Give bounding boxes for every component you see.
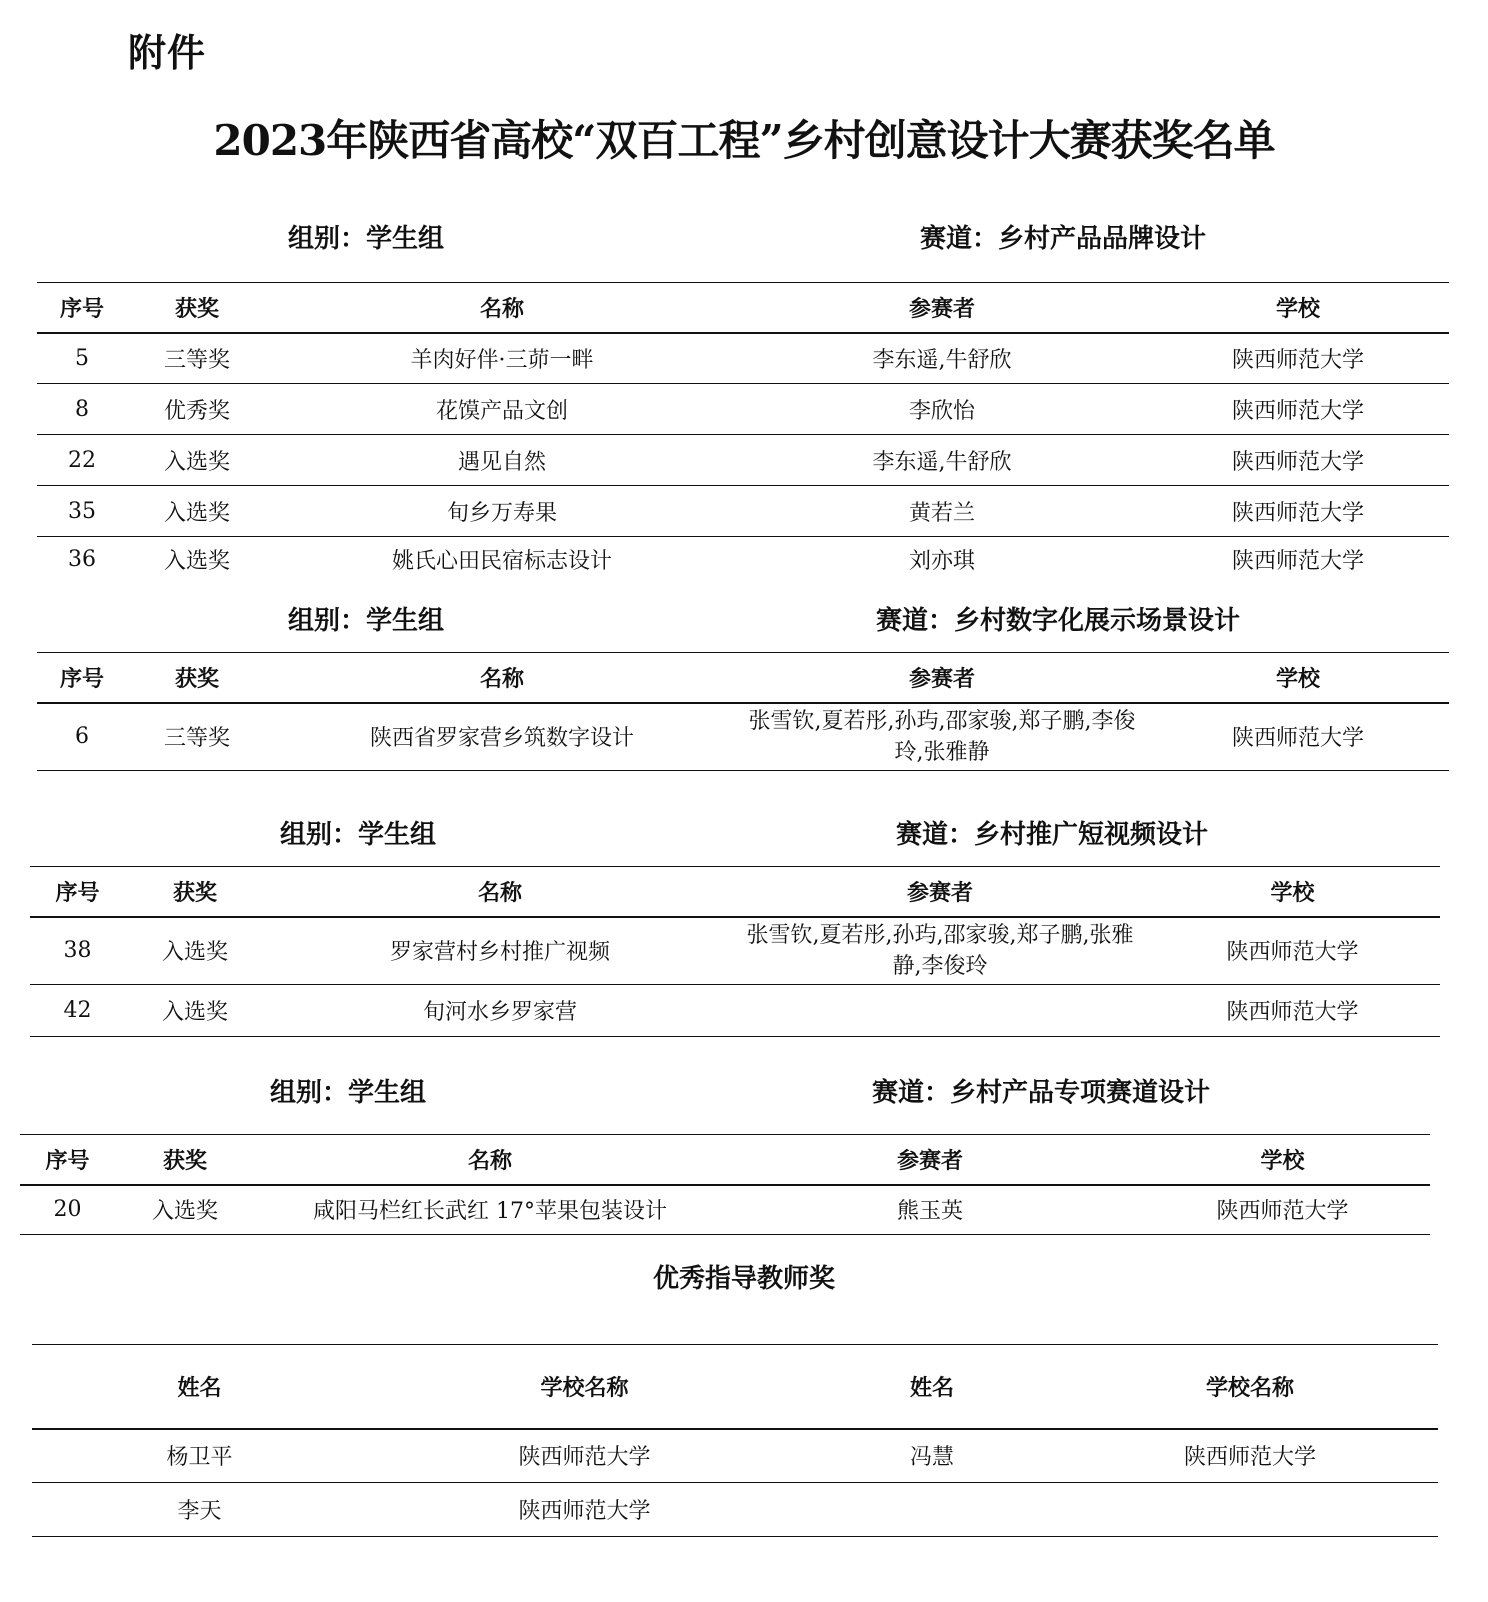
teacher-name bbox=[802, 1483, 1062, 1537]
row-participants: 李东遥,牛舒欣 bbox=[737, 333, 1147, 384]
teacher-name: 杨卫平 bbox=[32, 1429, 367, 1483]
row-index: 8 bbox=[37, 384, 127, 435]
col-header-teacher-name: 姓名 bbox=[32, 1345, 367, 1429]
row-participants: 张雪钦,夏若彤,孙玙,邵家骏,郑子鹏,李俊玲,张雅静 bbox=[737, 703, 1147, 771]
row-participants: 黄若兰 bbox=[737, 486, 1147, 537]
group-label: 组别：学生组 bbox=[288, 224, 445, 254]
row-school: 陕西师范大学 bbox=[1147, 384, 1449, 435]
award-table-special-track bbox=[20, 1134, 1430, 1235]
row-name: 罗家营村乡村推广视频 bbox=[265, 917, 735, 985]
col-header-index: 序号 bbox=[37, 653, 127, 703]
row-index: 20 bbox=[20, 1185, 115, 1235]
section-header bbox=[0, 218, 1488, 258]
table-row bbox=[30, 917, 1440, 985]
row-name: 陕西省罗家营乡筑数字设计 bbox=[267, 703, 737, 771]
col-header-school-name: 学校名称 bbox=[1062, 1345, 1438, 1429]
row-name: 旬乡万寿果 bbox=[267, 486, 737, 537]
group-label: 组别：学生组 bbox=[288, 606, 445, 636]
col-header-index: 序号 bbox=[20, 1135, 115, 1185]
row-name: 旬河水乡罗家营 bbox=[265, 985, 735, 1037]
award-table-brand-design bbox=[37, 282, 1449, 583]
col-header-index: 序号 bbox=[37, 283, 127, 333]
col-header-participants: 参赛者 bbox=[725, 1135, 1135, 1185]
col-header-award: 获奖 bbox=[127, 653, 267, 703]
table-row bbox=[37, 384, 1449, 435]
row-index: 38 bbox=[30, 917, 125, 985]
row-school: 陕西师范大学 bbox=[1147, 703, 1449, 771]
row-index: 36 bbox=[68, 547, 96, 573]
row-award: 入选奖 bbox=[163, 549, 230, 575]
track-label: 赛道：乡村数字化展示场景设计 bbox=[876, 606, 1241, 636]
row-school: 陕西师范大学 bbox=[1145, 985, 1440, 1037]
table-row bbox=[32, 1429, 1438, 1483]
row-index: 5 bbox=[37, 333, 127, 384]
track-label: 赛道：乡村推广短视频设计 bbox=[896, 820, 1209, 850]
table-row bbox=[37, 435, 1449, 486]
row-school: 陕西师范大学 bbox=[1231, 549, 1364, 575]
col-header-school-name: 学校名称 bbox=[367, 1345, 802, 1429]
col-header-name: 名称 bbox=[267, 283, 737, 333]
col-header-participants: 参赛者 bbox=[737, 653, 1147, 703]
row-award: 优秀奖 bbox=[127, 384, 267, 435]
teacher-school bbox=[1062, 1483, 1438, 1537]
row-name: 姚氏心田民宿标志设计 bbox=[391, 549, 612, 575]
row-school: 陕西师范大学 bbox=[1135, 1185, 1430, 1235]
row-award: 入选奖 bbox=[127, 435, 267, 486]
row-name: 咸阳马栏红长武红 17°苹果包装设计 bbox=[255, 1185, 725, 1235]
teachers-table bbox=[32, 1344, 1438, 1537]
row-participants bbox=[735, 985, 1145, 1037]
section-header bbox=[0, 1072, 1488, 1112]
col-header-name: 名称 bbox=[265, 867, 735, 917]
row-participants: 熊玉英 bbox=[725, 1185, 1135, 1235]
row-award: 入选奖 bbox=[127, 486, 267, 537]
row-school: 陕西师范大学 bbox=[1147, 333, 1449, 384]
award-table-digital-scene bbox=[37, 652, 1449, 771]
row-index: 22 bbox=[37, 435, 127, 486]
table-row bbox=[37, 703, 1449, 771]
col-header-teacher-name: 姓名 bbox=[802, 1345, 1062, 1429]
row-award: 入选奖 bbox=[125, 917, 265, 985]
teacher-name: 冯慧 bbox=[802, 1429, 1062, 1483]
col-header-participants: 参赛者 bbox=[735, 867, 1145, 917]
award-table-short-video bbox=[30, 866, 1440, 1037]
col-header-name: 名称 bbox=[255, 1135, 725, 1185]
row-award: 三等奖 bbox=[127, 333, 267, 384]
row-award: 入选奖 bbox=[125, 985, 265, 1037]
teacher-name: 李天 bbox=[32, 1483, 367, 1537]
row-name: 花馍产品文创 bbox=[267, 384, 737, 435]
table-row bbox=[37, 537, 1449, 583]
row-participants: 张雪钦,夏若彤,孙玙,邵家骏,郑子鹏,张雅静,李俊玲 bbox=[735, 917, 1145, 985]
table-row bbox=[30, 985, 1440, 1037]
row-school: 陕西师范大学 bbox=[1147, 435, 1449, 486]
row-participants: 李东遥,牛舒欣 bbox=[737, 435, 1147, 486]
row-school: 陕西师范大学 bbox=[1147, 486, 1449, 537]
col-header-participants: 参赛者 bbox=[737, 283, 1147, 333]
row-award: 入选奖 bbox=[115, 1185, 255, 1235]
teacher-school: 陕西师范大学 bbox=[367, 1483, 802, 1537]
row-school: 陕西师范大学 bbox=[1145, 917, 1440, 985]
col-header-award: 获奖 bbox=[127, 283, 267, 333]
table-row bbox=[32, 1483, 1438, 1537]
row-index: 6 bbox=[37, 703, 127, 771]
table-row bbox=[20, 1185, 1430, 1235]
col-header-school: 学校 bbox=[1145, 867, 1440, 917]
section-header bbox=[0, 814, 1488, 854]
row-award: 三等奖 bbox=[127, 703, 267, 771]
row-participants: 刘亦琪 bbox=[908, 549, 975, 575]
group-label: 组别：学生组 bbox=[270, 1078, 427, 1108]
track-label: 赛道：乡村产品品牌设计 bbox=[920, 224, 1207, 254]
row-name: 羊肉好伴·三茆一畔 bbox=[267, 333, 737, 384]
attachment-label: 附件 bbox=[128, 31, 207, 75]
col-header-award: 获奖 bbox=[125, 867, 265, 917]
col-header-school: 学校 bbox=[1135, 1135, 1430, 1185]
group-label: 组别：学生组 bbox=[280, 820, 437, 850]
track-label: 赛道：乡村产品专项赛道设计 bbox=[872, 1078, 1211, 1108]
teachers-title: 优秀指导教师奖 bbox=[652, 1264, 835, 1294]
table-row bbox=[37, 333, 1449, 384]
col-header-name: 名称 bbox=[267, 653, 737, 703]
row-index: 35 bbox=[37, 486, 127, 537]
section-header bbox=[0, 600, 1488, 640]
row-index: 42 bbox=[30, 985, 125, 1037]
row-name: 遇见自然 bbox=[267, 435, 737, 486]
col-header-school: 学校 bbox=[1147, 283, 1449, 333]
teacher-school: 陕西师范大学 bbox=[367, 1429, 802, 1483]
page-title: 2023年陕西省高校“双百工程”乡村创意设计大赛获奖名单 bbox=[213, 116, 1275, 165]
table-row bbox=[37, 486, 1449, 537]
col-header-school: 学校 bbox=[1147, 653, 1449, 703]
col-header-index: 序号 bbox=[30, 867, 125, 917]
col-header-award: 获奖 bbox=[115, 1135, 255, 1185]
row-participants: 李欣怡 bbox=[737, 384, 1147, 435]
teacher-school: 陕西师范大学 bbox=[1062, 1429, 1438, 1483]
